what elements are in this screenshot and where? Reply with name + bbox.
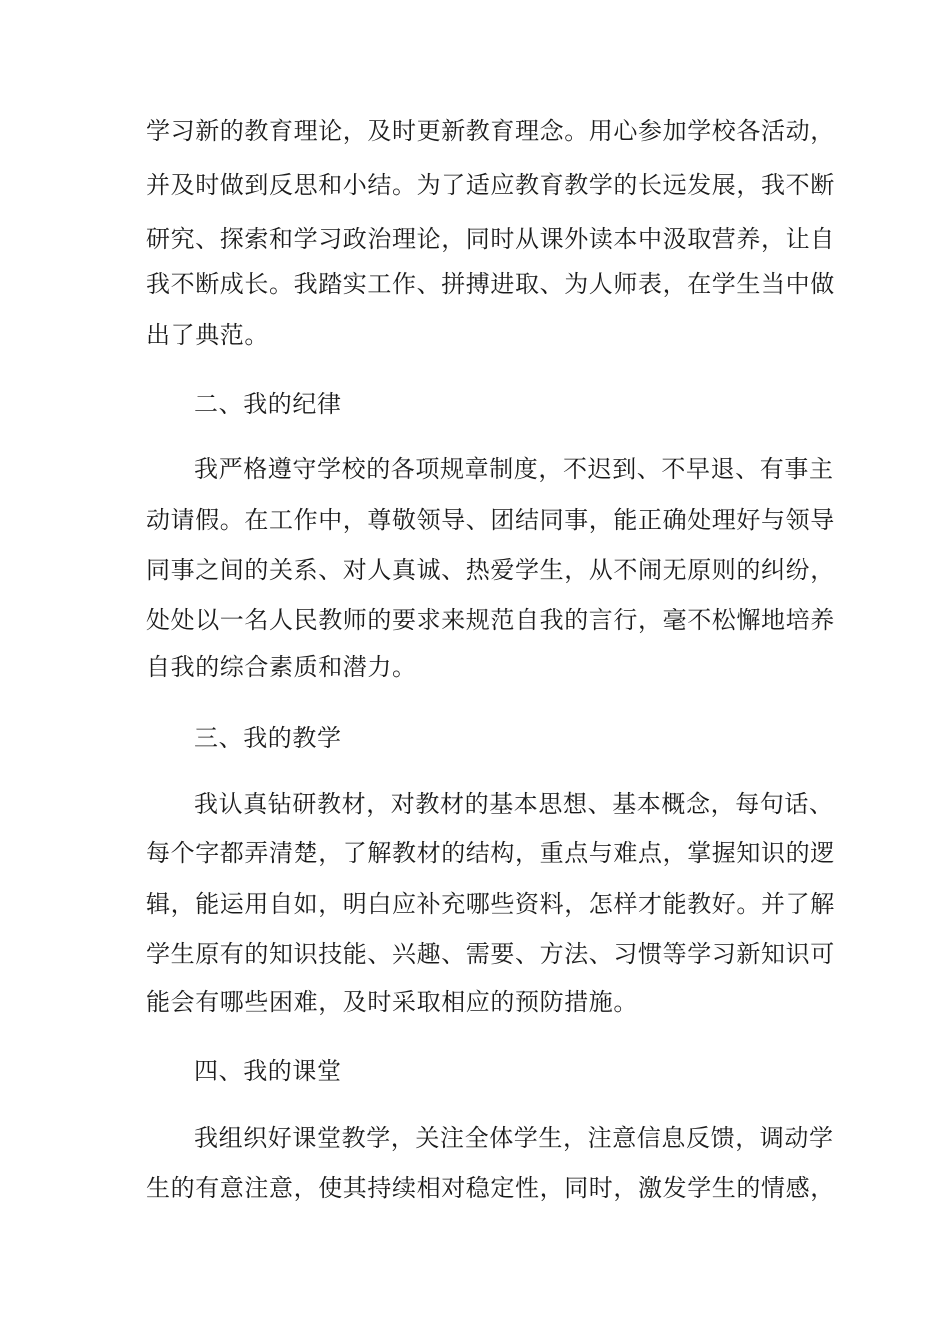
intro-line-5: 出了典范。 — [146, 321, 269, 349]
discipline-line-4: 处处以一名人民教师的要求来规范自我的言行，毫不松懈地培养 — [146, 606, 835, 634]
section-heading-discipline: 二、我的纪律 — [194, 390, 342, 418]
section-heading-classroom: 四、我的课堂 — [194, 1057, 342, 1085]
intro-line-2: 并及时做到反思和小结。为了适应教育教学的长远发展，我不断 — [146, 171, 835, 199]
classroom-line-1: 我组织好课堂教学，关注全体学生，注意信息反馈，调动学 — [194, 1124, 834, 1152]
discipline-line-3: 同事之间的关系、对人真诚、热爱学生，从不闹无原则的纠纷， — [146, 556, 835, 584]
teaching-line-1: 我认真钻研教材，对教材的基本思想、基本概念，每句话、 — [194, 790, 834, 818]
classroom-line-2: 生的有意注意，使其持续相对稳定性，同时，激发学生的情感， — [146, 1174, 835, 1202]
discipline-line-5: 自我的综合素质和潜力。 — [146, 653, 417, 681]
discipline-line-1: 我严格遵守学校的各项规章制度，不迟到、不早退、有事主 — [194, 455, 834, 483]
teaching-line-5: 能会有哪些困难，及时采取相应的预防措施。 — [146, 988, 638, 1016]
intro-line-4: 我不断成长。我踏实工作、拼搏进取、为人师表，在学生当中做 — [146, 270, 835, 298]
teaching-line-3: 辑，能运用自如，明白应补充哪些资料，怎样才能教好。并了解 — [146, 890, 835, 918]
intro-line-3: 研究、探索和学习政治理论，同时从课外读本中汲取营养，让自 — [146, 225, 835, 253]
intro-line-1: 学习新的教育理论，及时更新教育理念。用心参加学校各活动， — [146, 117, 835, 145]
discipline-line-2: 动请假。在工作中，尊敬领导、团结同事，能正确处理好与领导 — [146, 506, 835, 534]
section-heading-teaching: 三、我的教学 — [194, 724, 342, 752]
teaching-line-4: 学生原有的知识技能、兴趣、需要、方法、习惯等学习新知识可 — [146, 940, 835, 968]
teaching-line-2: 每个字都弄清楚，了解教材的结构，重点与难点，掌握知识的逻 — [146, 839, 835, 867]
